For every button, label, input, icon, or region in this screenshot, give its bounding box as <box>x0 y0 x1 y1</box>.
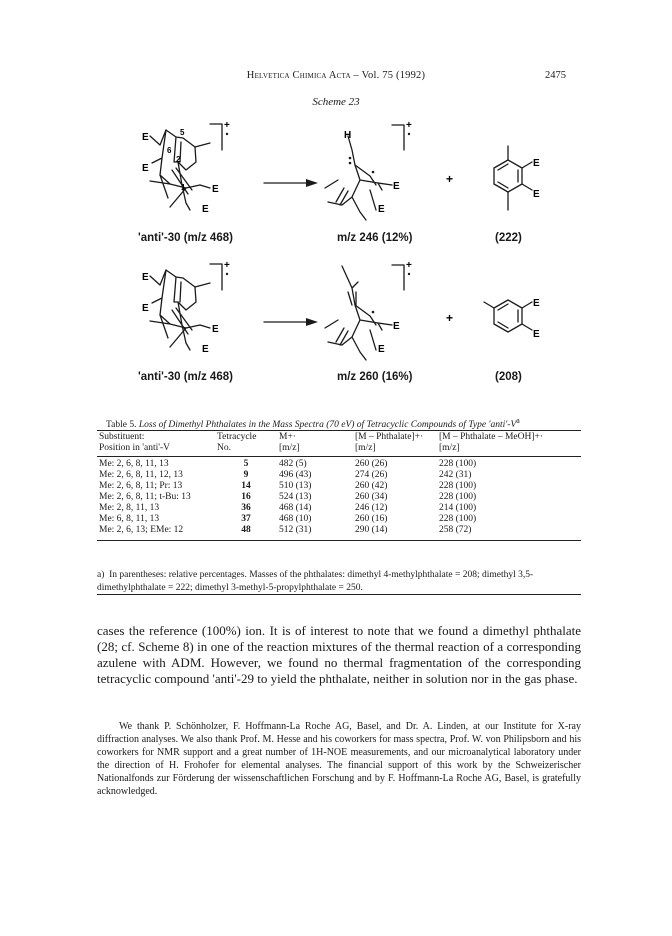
footnote-text: In parentheses: relative percentages. Masses of the phthalates: dimethyl 4-methylphthalate = 208; dimethyl 3,5-dimethylphthalate = 222; dimethyl 3-methyl-5-propylphthalate = 250. <box>97 570 534 593</box>
ester-group-label: E <box>533 189 540 200</box>
col-subheader-no: No. <box>217 443 231 453</box>
table-header-row <box>97 432 581 443</box>
table-row: Me: 2, 6, 8, 11, 13 5 482 (5) 260 (26) 228 (100) <box>99 459 477 469</box>
locant-5: 5 <box>180 128 185 137</box>
ester-group-label: E <box>142 163 149 174</box>
radical-dot <box>349 157 352 160</box>
acknowledgement-paragraph: We thank P. Schönholzer, F. Hoffmann-La Roche AG, Basel, and Dr. A. Linden, at our Institute for X-ray diffraction analyses. We also thank Prof. M. Hesse and his coworkers for mass spectra, Prof. W. von Philipsborn and his coworkers for NMR support and a great number of 1H-NOE measurements, and our microanalytical laboratory under the direction of H. Frohofer for elemental analyses. The financial support of this work by the Schweizerischer Nationalfonds zur Förderung der wissenschaftlichen Forschung and by F. Hoffmann-La Roche AG, Basel, is gratefully acknowledged. <box>97 721 581 797</box>
table-row: Me: 2, 6, 8, 11, 12, 13 9 496 (43) 274 (26) 242 (31) <box>99 470 472 480</box>
ester-group-label: E <box>393 321 400 332</box>
ester-group-label: E <box>142 303 149 314</box>
hydrogen-label: H <box>344 130 352 141</box>
byproduct-label-row2: (208) <box>495 371 522 383</box>
reaction-scheme <box>0 110 672 400</box>
col-header-m-phthalate: [M – Phthalate]+· <box>355 432 424 442</box>
radical-cation-bracket-2 <box>392 125 404 150</box>
reactant-label-row2: 'anti'-30 (m/z 468) <box>138 371 233 383</box>
radical-cation-plus: + <box>224 260 230 271</box>
body-paragraph: cases the reference (100%) ion. It is of interest to note that we found a dimethyl phthalate (28; cf. Scheme 8) in one of the reaction mixtures of the thermal reaction of a corresponding azulene with ADM. However, we found no thermal fragmentation of the corresponding tetracyclic compound 'anti'-29 to yield the phthalate, neither in solution nor in the gas phase. <box>97 623 581 686</box>
locant-1: 1 <box>181 183 186 192</box>
radical-dot <box>349 162 352 165</box>
plus-sign: + <box>446 172 454 186</box>
journal-citation: Helvetica Chimica Acta – Vol. 75 (1992) <box>246 70 426 81</box>
table-row: Me: 2, 8, 11, 13 36 468 (14) 246 (12) 214 (100) <box>99 503 477 513</box>
reactant-label-row1: 'anti'-30 (m/z 468) <box>138 232 233 244</box>
table-number: Table 5. <box>106 420 139 431</box>
ester-group-label: E <box>378 344 385 355</box>
locant-6: 6 <box>167 146 172 155</box>
table-row: Me: 2, 6, 8, 11; Pr: 13 14 510 (13) 260 (42) 228 (100) <box>99 481 477 491</box>
table-caption <box>106 416 576 430</box>
plus-sign: + <box>446 311 454 325</box>
ester-group-label: E <box>212 184 219 195</box>
col-subheader-unit: [m/z] <box>279 443 300 453</box>
ester-group-label: E <box>202 344 209 355</box>
caption-footnote-mark: a <box>516 416 520 425</box>
ester-group-label: E <box>202 204 209 215</box>
radical-cation-bracket-4 <box>392 265 404 290</box>
mass-spectra-table <box>97 432 581 539</box>
table-title: Loss of Dimethyl Phthalates in the Mass Spectra (70 eV) of Tetracyclic Compounds of Type 'anti'-V <box>138 420 517 431</box>
ester-group-label: E <box>212 324 219 335</box>
col-subheader-position: Position in 'anti'-V <box>99 443 170 453</box>
reactant-anti-30-structure-2 <box>150 270 210 350</box>
scheme-title: Scheme 23 <box>312 96 360 108</box>
col-header-substituent: Substituent: <box>99 432 145 442</box>
journal-volume: Vol. 75 (1992) <box>361 70 426 81</box>
locant-2: 2 <box>176 155 181 164</box>
table-top-rule <box>97 430 581 431</box>
table-footnote <box>97 569 581 595</box>
col-subheader-unit: [m/z] <box>355 443 376 453</box>
arrow-head-1 <box>306 179 318 187</box>
table-subheader-row <box>97 443 581 456</box>
radical-cation-plus: + <box>406 120 412 131</box>
ester-group-label: E <box>142 132 149 143</box>
ester-group-label: E <box>533 158 540 169</box>
reactant-anti-30-structure <box>150 130 210 210</box>
ester-group-label: E <box>533 298 540 309</box>
byproduct-label-row1: (222) <box>495 232 522 244</box>
product-label-row2: m/z 260 (16%) <box>337 371 413 383</box>
col-subheader-unit: [m/z] <box>439 443 460 453</box>
table-row: Me: 2, 6, 13; EMe: 12 48 512 (31) 290 (14) 258 (72) <box>99 525 472 535</box>
byproduct-phthalate-208-structure <box>484 300 532 332</box>
journal-name: Helvetica Chimica Acta <box>246 70 351 81</box>
ester-group-label: E <box>533 329 540 340</box>
table-row: Me: 2, 6, 8, 11; t-Bu: 13 16 524 (13) 260 (34) 228 (100) <box>99 492 477 502</box>
ester-group-label: E <box>142 272 149 283</box>
col-header-tetracycle: Tetracycle <box>217 432 257 442</box>
ester-group-label: E <box>378 204 385 215</box>
radical-dot <box>372 171 375 174</box>
byproduct-phthalate-222-structure <box>494 146 532 210</box>
arrow-head-2 <box>306 318 318 326</box>
product-label-row1: m/z 246 (12%) <box>337 232 413 244</box>
footnote-mark: a) <box>97 570 105 580</box>
radical-cation-bracket-1 <box>210 124 222 150</box>
table-row: Me: 6, 8, 11, 13 37 468 (10) 260 (16) 228 (100) <box>99 514 477 524</box>
radical-cation-plus: + <box>406 260 412 271</box>
col-header-m-phthalate-meoh: [M – Phthalate – MeOH]+· <box>439 432 544 442</box>
table-bottom-rule <box>97 540 581 541</box>
page-number: 2475 <box>545 70 566 81</box>
radical-dot <box>372 311 375 314</box>
col-header-m: M+· <box>279 432 296 442</box>
radical-cation-plus: + <box>224 120 230 131</box>
ester-group-label: E <box>393 181 400 192</box>
radical-cation-bracket-3 <box>210 264 222 290</box>
